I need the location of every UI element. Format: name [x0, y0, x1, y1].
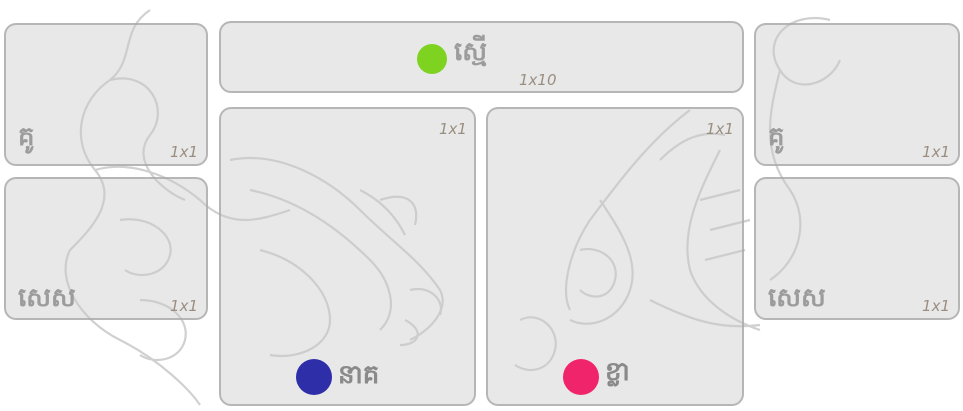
bet-cell-tie[interactable]: [219, 21, 744, 93]
blue-chip-dot: [296, 359, 332, 395]
bet-cell-even-right[interactable]: [754, 23, 960, 166]
bet-label: គូ: [18, 122, 35, 152]
bet-label: ខ្លា: [605, 357, 630, 387]
bet-cell-tiger[interactable]: [486, 107, 744, 406]
odds-label: 1x1: [170, 297, 198, 315]
odds-label: 1x10: [519, 71, 557, 89]
bet-label: គូ: [768, 122, 785, 152]
odds-label: 1x1: [922, 297, 950, 315]
bet-label: សេស: [768, 283, 826, 313]
odds-label: 1x1: [170, 143, 198, 161]
bet-label: នាគ: [338, 360, 380, 390]
bet-cell-even-left[interactable]: [4, 23, 208, 166]
bet-cell-odd-left[interactable]: [4, 177, 208, 320]
green-chip-dot: [417, 44, 447, 74]
odds-label: 1x1: [439, 120, 467, 138]
odds-label: 1x1: [706, 120, 734, 138]
bet-cell-odd-right[interactable]: [754, 177, 960, 320]
bet-cell-dragon[interactable]: [219, 107, 476, 406]
bet-label: ស្មើ: [454, 37, 488, 67]
pink-chip-dot: [563, 359, 599, 395]
bet-label: សេស: [18, 283, 76, 313]
odds-label: 1x1: [922, 143, 950, 161]
